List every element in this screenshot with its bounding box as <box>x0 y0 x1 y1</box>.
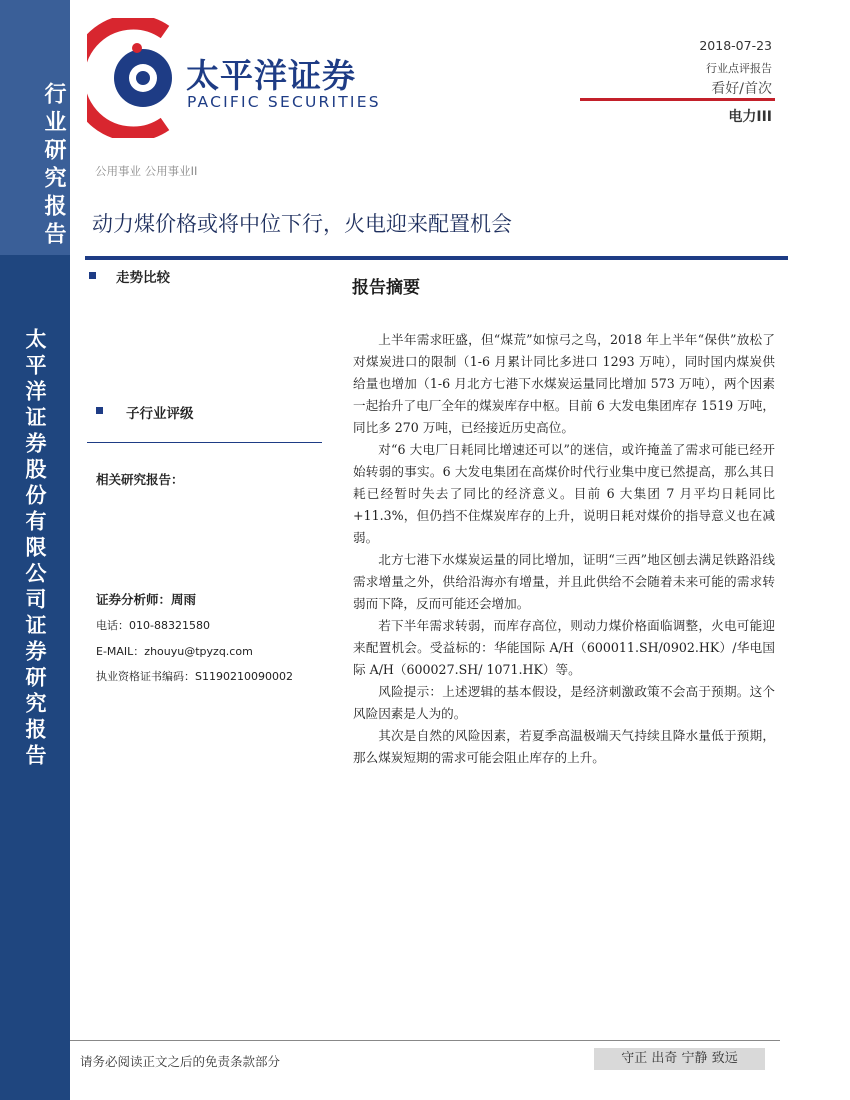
summary-paragraph: 其次是自然的风险因素，若夏季高温极端天气持续且降水量低于预期，那么煤炭短期的需求可能会阻止库存的上升。 <box>353 728 775 765</box>
side-band-company: 太平洋证券股份有限公司证券研究报告 <box>23 328 48 770</box>
bullet-square-icon <box>89 272 96 279</box>
summary-body <box>353 329 775 769</box>
sidebar-divider <box>87 442 322 443</box>
page-title: 动力煤价格或将中位下行，火电迎来配置机会 <box>92 212 512 236</box>
analyst-phone: 电话：010-88321580 <box>96 619 210 632</box>
trend-heading: 走势比较 <box>116 270 170 286</box>
report-type: 行业点评报告 <box>706 62 772 75</box>
bullet-square-icon <box>96 407 103 414</box>
footer-disclaimer: 请务必阅读正文之后的免责条款部分 <box>80 1054 281 1069</box>
analyst-license: 执业资格证书编码：S1190210090002 <box>96 670 293 683</box>
rating-underline <box>580 98 775 101</box>
rating: 看好/首次 <box>711 81 772 97</box>
footer-motto: 守正 出奇 宁静 致远 <box>594 1048 765 1070</box>
summary-paragraph: 北方七港下水煤炭运量的同比增加，证明“三西”地区刨去满足铁路沿线需求增量之外，供给沿海亦有增量，并且此供给不会随着未来可能的需求转弱而下降，反而可能还会增加。 <box>353 552 775 611</box>
industry-category: 公用事业 公用事业II <box>95 164 198 178</box>
summary-paragraph: 若下半年需求转弱，而库存高位，则动力煤价格面临调整，火电可能迎来配置机会。受益标的：华能国际 A/H（600011.SH/0902.HK）/华电国际 A/H（600027.SH/ 1071.HK）等。 <box>353 618 775 677</box>
side-band-title: 行业研究报告 <box>41 82 67 250</box>
analyst-name: 证券分析师：周雨 <box>96 592 197 607</box>
summary-paragraph: 上半年需求旺盛，但“煤荒”如惊弓之鸟，2018 年上半年“保供”放松了对煤炭进口的限制（1-6 月累计同比多进口 1293 万吨），同时国内煤炭供给量也增加（1-6 月北方七港下水煤炭运量同比增加 573 万吨），两个因素一起抬升了电厂全年的煤炭库存中枢。目前 6 大发电集团库存 1519 万吨，同比多 270 万吨，已经接近历史高位。 <box>353 332 775 435</box>
sector: 电力III <box>728 109 772 125</box>
footer-divider <box>70 1040 780 1041</box>
report-date: 2018-07-23 <box>699 38 772 53</box>
analyst-email: E-MAIL：zhouyu@tpyzq.com <box>96 645 253 658</box>
pacific-logo-icon <box>87 18 177 138</box>
related-reports-label: 相关研究报告： <box>96 472 184 487</box>
summary-heading: 报告摘要 <box>352 278 420 298</box>
brand-name-cn: 太平洋证券 <box>186 56 356 95</box>
summary-paragraph: 对“6 大电厂日耗同比增速还可以”的迷信，或许掩盖了需求可能已经开始转弱的事实。6 大发电集团在高煤价时代行业集中度已然提高，那么其日耗已经暂时失去了同比的经济意义。目前 6 大集团 7 月平均日耗同比+11.3%，但仍挡不住煤炭库存的上升，说明日耗对煤价的指导意义也在减弱。 <box>353 442 775 545</box>
brand-name-en: PACIFIC SECURITIES <box>187 93 381 111</box>
summary-paragraph: 风险提示：上述逻辑的基本假设，是经济刺激政策不会高于预期。这个风险因素是人为的。 <box>353 684 775 721</box>
sub-rating-heading: 子行业评级 <box>126 406 194 422</box>
title-divider <box>85 256 788 260</box>
